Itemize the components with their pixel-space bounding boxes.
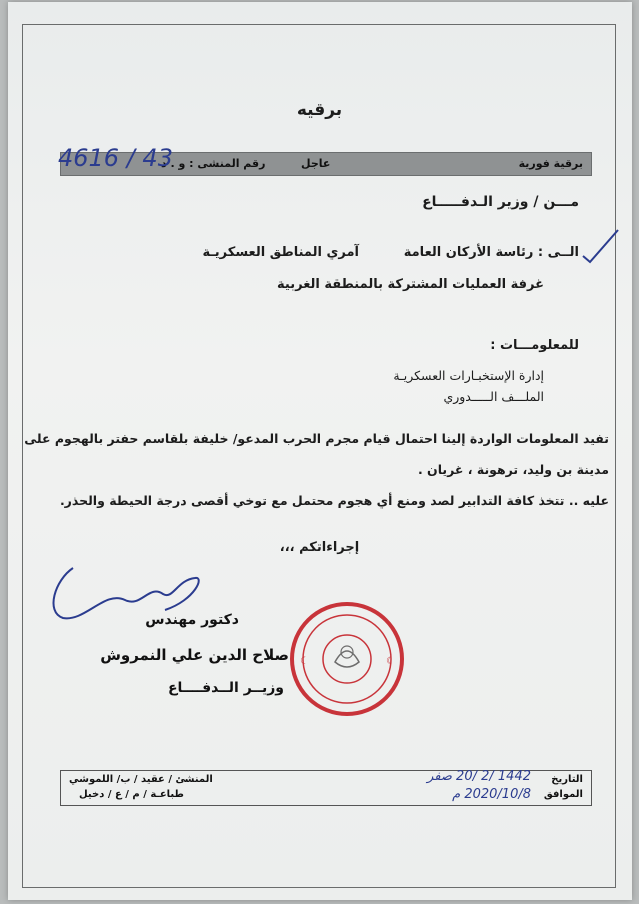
priority-label: عاجل (301, 157, 331, 170)
checkmark-handwritten (580, 226, 620, 266)
reference-label: رقم المنشى : و . د (161, 157, 266, 170)
to-line-2: غرفة العمليات المشتركة بالمنطقة الغربية (277, 277, 544, 292)
reference-number-handwritten: 4616 / 43 (58, 144, 173, 172)
typing-line: طباعـة / م / ع / دخيل (79, 789, 184, 800)
body-line-1: تفيد المعلومات الواردة إلينا احتمال قيام مجرم الحرب المدعو/ خليفة بلقاسم حفتر بالهجوم على (24, 431, 609, 446)
signer-title: دكتور مهندس (145, 612, 239, 628)
date-label: التاريخ (551, 774, 583, 785)
to-line-a: الــى : رئاسة الأركان العامة (403, 245, 579, 260)
greg-date-handwritten: 2020/10/8 م (452, 787, 531, 802)
to-line-b: آمري المناطق العسكريـة (202, 245, 359, 260)
greg-date-label: الموافق (543, 789, 583, 800)
svg-text:☾: ☾ (386, 656, 395, 667)
body-line-2: مدينة بن وليد، ترهونة ، غريان . (417, 462, 609, 477)
author-line: المنشئ / عقيد / ب/ اللموشي (69, 774, 213, 785)
info-item-1: إدارة الإستخبـارات العسكريـة (393, 368, 544, 383)
hijri-date-handwritten: 1442 /2 /20 صفر (427, 769, 531, 784)
body-line-3: عليه .. تتخذ كافة التدابير لصد ومنع أي هجوم محتمل مع توخي أقصى درجة الحيطة والحذر. (59, 493, 609, 508)
info-label: للمعلومـــات : (490, 338, 579, 353)
footer-box (60, 770, 592, 806)
signer-name: صلاح الدين علي النمروش (100, 646, 289, 664)
svg-text:☾: ☾ (300, 656, 309, 667)
document-title: برقيه (296, 100, 343, 120)
official-seal (288, 600, 406, 718)
info-item-2: الملـــف الـــــدوري (443, 389, 544, 404)
from-line: مـــن / وزير الـدفـــــاع (422, 194, 579, 210)
action-line: إجراءاتكم ،،، (279, 540, 360, 555)
telegram-type: برقية فورية (518, 157, 583, 170)
signer-position: وزيــر الــدفــــاع (167, 680, 284, 696)
